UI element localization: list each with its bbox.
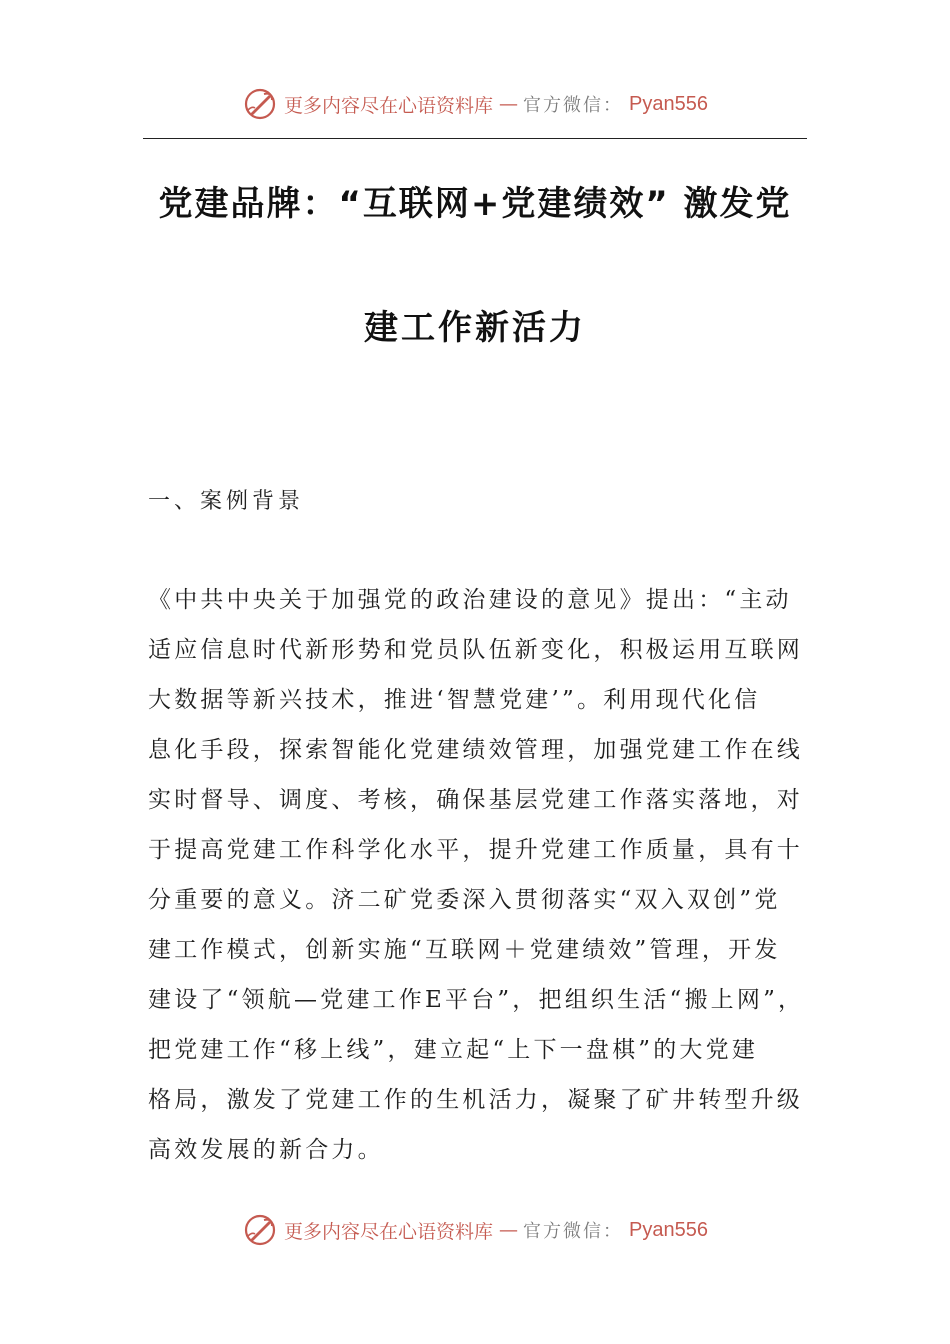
paragraph-line: 高效发展的新合力。: [148, 1137, 384, 1163]
paragraph-line: 格局，激发了党建工作的生机活力，凝聚了矿井转型升级: [148, 1087, 803, 1113]
paragraph-line: 建工作模式，创新实施“互联网＋党建绩效”管理，开发: [148, 937, 781, 963]
banner-site-text: 更多内容尽在心语资料库: [284, 1220, 494, 1243]
paragraph-line: 《中共中央关于加强党的政治建设的意见》提出：“主动: [148, 587, 792, 613]
paragraph-line: 实时督导、调度、考核，确保基层党建工作落实落地，对: [148, 787, 803, 813]
banner-separator: —: [499, 1219, 518, 1241]
banner-wechat-label: 官方微信：: [523, 1221, 624, 1242]
paragraph-line: 分重要的意义。济二矿党委深入贯彻落实“双入双创”党: [148, 887, 781, 913]
banner-wechat-label: 官方微信：: [523, 95, 624, 116]
section-heading: 一、案例背景: [148, 489, 305, 514]
footer-watermark-banner: [0, 1212, 950, 1248]
banner-wechat-id: Pyan556: [629, 92, 708, 115]
document-title-line-2: 建工作新活力: [364, 308, 586, 348]
paragraph-line: 适应信息时代新形势和党员队伍新变化，积极运用互联网: [148, 637, 803, 663]
banner-wechat-id: Pyan556: [629, 1218, 708, 1241]
quill-pen-logo-icon: [242, 86, 278, 122]
paragraph-line: 建设了“领航—党建工作E平台”，把组织生活“搬上网”，: [148, 987, 805, 1013]
body-paragraph: [148, 575, 808, 1175]
header-divider: [143, 138, 807, 139]
paragraph-line: 大数据等新兴技术，推进‘智慧党建’”。利用现代化信: [148, 687, 761, 713]
banner-site-text: 更多内容尽在心语资料库: [284, 94, 494, 117]
paragraph-line: 于提高党建工作科学化水平，提升党建工作质量，具有十: [148, 837, 803, 863]
paragraph-line: 把党建工作“移上线”，建立起“上下一盘棋”的大党建: [148, 1037, 759, 1063]
banner-separator: —: [499, 93, 518, 115]
document-title-line-1: 党建品牌：“互联网+党建绩效” 激发党: [158, 184, 792, 224]
quill-pen-logo-icon: [242, 1212, 278, 1248]
header-watermark-banner: [0, 86, 950, 122]
paragraph-line: 息化手段，探索智能化党建绩效管理，加强党建工作在线: [148, 737, 803, 763]
